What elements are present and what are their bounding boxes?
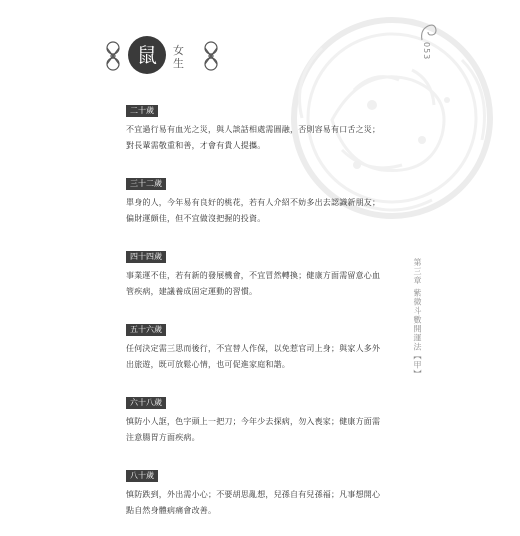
running-title: 第三章 紫微斗數開運法【甲】 [413, 258, 422, 379]
page-number: 053 [422, 42, 431, 61]
age-tag: 二十歲 [126, 105, 158, 117]
text-line: 任何決定需三思而後行，不宜替人作保，以免惹官司上身；與家人多外 [126, 344, 381, 353]
age-section [126, 390, 402, 446]
swirl-ornament-icon [418, 22, 438, 44]
text-line: 單身的人，今年易有良好的桃花，若有人介紹不妨多出去認識新朋友； [126, 198, 381, 207]
knot-ornament-right-icon [198, 39, 224, 73]
text-line: 事業運不佳，若有新的發展機會，不宜冒然轉換；健康方面需留意心血 [126, 271, 381, 280]
text-line: 對長輩需敬重和善，才會有貴人提攜。 [126, 141, 266, 150]
age-tag: 八十歲 [126, 470, 158, 482]
gender-label: 女生 [173, 44, 184, 70]
age-section [126, 244, 402, 300]
age-section [126, 463, 402, 519]
text-line: 點自然身體病痛會改善。 [126, 506, 217, 515]
text-line: 偏財運頗佳，但不宜做沒把握的投資。 [126, 214, 266, 223]
text-line: 不宜過行易有血光之災，與人談話相處需圓融，否則容易有口舌之災； [126, 125, 381, 134]
age-tag: 四十四歲 [126, 251, 166, 263]
text-line: 出旅遊，既可放鬆心情，也可促進家庭和諧。 [126, 360, 290, 369]
text-line: 慎防跌到，外出需小心；不要胡思亂想，兒孫自有兒孫福；凡事想開心 [126, 490, 381, 499]
age-tag: 五十六歲 [126, 324, 166, 336]
age-tag: 三十二歲 [126, 178, 166, 190]
age-section [126, 317, 402, 373]
text-line: 慎防小人誆，色字頭上一把刀；今年少去探病，勿入喪家；健康方面需 [126, 417, 381, 426]
zodiac-badge: 鼠 [128, 36, 166, 74]
content [126, 98, 402, 536]
header [100, 32, 240, 80]
age-tag: 六十八歲 [126, 397, 166, 409]
text-line: 注意腸胃方面疾病。 [126, 433, 200, 442]
knot-ornament-left-icon [100, 39, 126, 73]
text-line: 管疾病，建議養成固定運動的習慣。 [126, 287, 258, 296]
age-section [126, 98, 402, 154]
age-section [126, 171, 402, 227]
